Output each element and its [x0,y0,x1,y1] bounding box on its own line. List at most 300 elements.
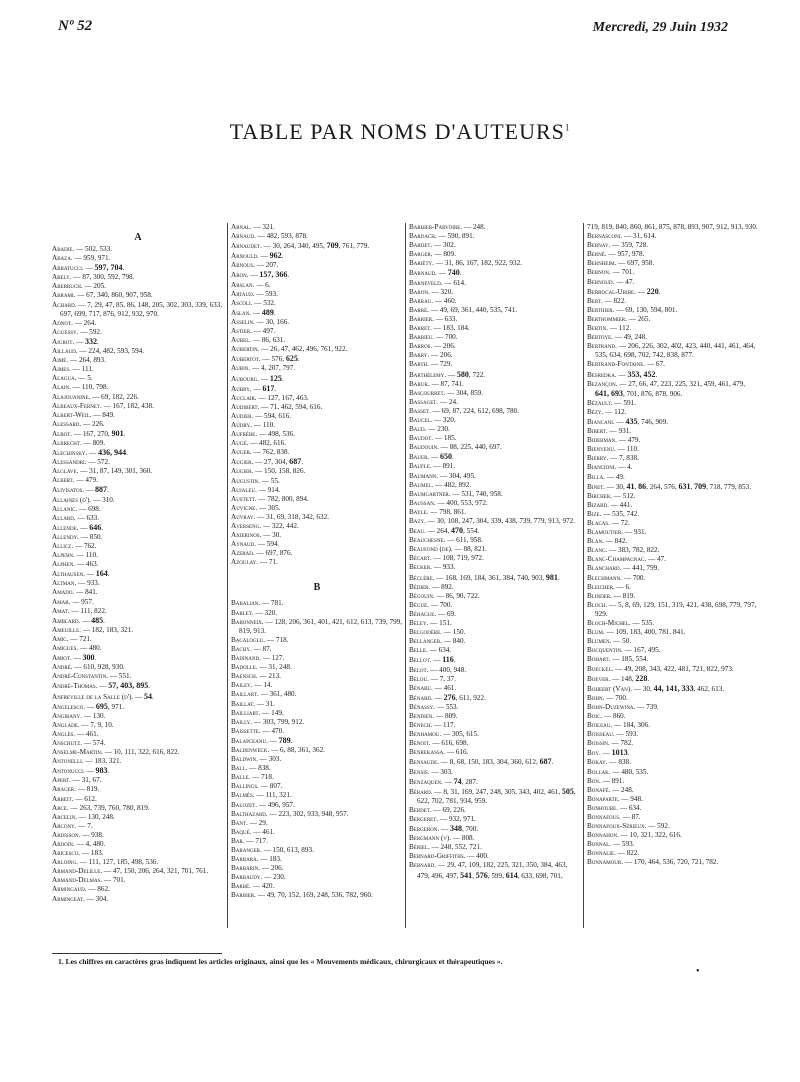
index-entry: Bloch. — 5, 8, 69, 129, 151, 319, 421, 438, 698, 779, 797, 929. [587,600,757,618]
author-name: Baudouin. [409,443,439,452]
author-name: Barnaud. [409,269,437,278]
index-entry: Alessandri. — 572. [52,458,110,467]
author-name: Barrier. [409,314,434,323]
index-entry: Bernard-Griffiths. — 400. [409,852,489,861]
index-entry: Bertin. — 112. [587,324,632,333]
author-name: Arcelin. [52,812,78,821]
author-name: Bert. [587,296,603,305]
index-entry: Balthazard. — 223, 302, 933, 948, 957. [231,809,349,818]
index-entry: Aguessy. — 592. [52,327,102,336]
index-entry: Becker. — 933. [409,563,456,572]
index-entry: Albeaux-Fernet. — 167, 182, 438. [52,401,154,410]
original-article-pages: 332 [85,336,98,346]
index-entry: Anschutz. — 574. [52,738,106,747]
index-entry: Berdet. — 69, 226. [409,805,466,814]
index-entry: Bégouin. — 86, 90, 722. [409,591,480,600]
index-entry: Bellot. — 116. [409,655,456,665]
index-entry: Angibany. — 130. [52,711,106,720]
author-name: Becker. [409,563,432,572]
index-entry: Baruk. — 87, 741. [409,379,464,388]
index-entry: Azerad. — 697, 876. [231,549,293,558]
author-name: Berrocal-Uribe. [587,287,636,296]
author-name: Alagua. [52,374,77,383]
author-name: Belgodère. [409,628,442,637]
author-name: Abrami. [52,291,76,300]
author-name: Audry. [231,420,252,429]
author-name: Abaza. [52,254,73,263]
index-entry: Ameuille. — 182, 183, 321. [52,625,134,634]
author-name: Aberbuch. [52,282,83,291]
index-entry: Babonneix. — 128, 206, 361, 401, 421, 612, 613, 739, 799, 819, 913. [231,617,403,635]
author-name: Bénassy. [409,702,436,711]
author-name: Auger. [231,448,252,457]
author-name: Aigrot. [52,337,75,346]
author-name: Baillat. [231,699,256,708]
index-entry: Bonnal. — 593. [587,840,635,849]
index-entry: Ardisson. — 938. [52,830,104,839]
issue-number: Nº 52 [58,18,93,34]
author-name: Barros. [409,342,433,351]
index-entry: Besredka. — 353, 452. [587,369,658,379]
index-entry: Bar. — 717. [231,836,268,845]
author-name: Albert. [52,476,75,485]
author-name: Auvray. [231,512,256,521]
index-entry: Barret. — 183, 184. [409,324,470,333]
index-entry: Badolle. — 31, 248. [231,663,292,672]
index-entry: Benzaquen. — 74, 287. [409,776,478,786]
index-entry: Baud. — 230. [409,425,450,434]
index-entry: Bonnamour. — 170, 464, 536, 720, 721, 782. [587,858,719,867]
author-name: Allicz. [52,542,74,550]
author-name: Bertoye. [587,333,613,342]
index-entry: Aubertot. — 576, 625. [231,354,300,364]
index-entry: Bédier. — 892. [409,582,454,591]
index-entry: Bénard. — 276, 611, 922. [409,692,486,702]
index-entry: Blamoutier. — 931. [587,528,647,537]
author-name: Bonaparte. [587,794,620,803]
index-entry: Baumel. — 482, 892. [409,480,472,489]
author-name: Bénaru. [409,683,433,692]
author-name: Badinand. [231,654,261,663]
original-article-pages: 276 [443,692,456,702]
author-name: Austett. [231,494,257,503]
original-article-pages: 789 [278,735,291,745]
index-entry: Auvray. — 31, 69, 318, 342, 632. [231,512,329,521]
author-name: Bellot. [409,656,432,665]
index-entry: Ardoin. — 4, 480. [52,840,106,848]
index-entry: Balozet. — 496, 957. [231,800,295,809]
index-entry: Bize. — 535, 742. [587,509,640,518]
author-name: Barbaudy. [231,873,263,882]
index-entry: Bernard. — 29, 47, 109, 182, 225, 321, 350, 384, 463, 479, 496, 497, 541, 576, 599, 614, 633, 698, 701, [409,861,568,880]
author-name: Aubel. [231,336,252,345]
index-entry: Baumann. — 304, 495. [409,471,476,480]
page-title [0,119,800,145]
author-name: Augé. [231,439,249,448]
author-name: Bergeron. [409,825,440,834]
index-entry: Bardach. — 590, 891. [409,232,475,241]
index-entry: Bensaude. — 8, 68, 150, 183, 304, 360, 612, 687. [409,757,554,767]
author-name: Boever. [587,674,611,683]
index-entry: Baillart. — 361, 480. [231,690,297,699]
author-name: Bertrand. [587,342,617,351]
author-name: Barrau. [409,296,434,305]
author-name: Boic. [587,711,603,720]
author-name: Alphen. [52,560,76,569]
original-article-pages: 687 [289,457,302,467]
index-entry: Bardet. — 302. [409,241,456,250]
author-name: Barrieu. [409,333,435,342]
index-entry: Bergmann (v). — 808. [409,834,475,843]
index-entry: Baudot. — 185. [409,434,457,443]
index-entry: Amiot. — 300. [52,653,97,663]
index-entry: Allicz. — 762. [52,542,97,550]
author-name: Arnaudet. [231,242,262,251]
author-name: Bégué. [409,600,429,609]
index-entry: Barneveld. — 614. [409,278,466,287]
index-entry: Bohn. — 700. [587,693,628,702]
index-entry: Belle. — 634. [409,646,452,655]
index-entry: Barré. — 49, 69, 361, 440, 535, 741. [409,305,517,314]
index-entry: Augé. — 482, 616. [231,439,286,448]
index-entry: Bazy. — 30, 108, 247, 304, 339, 438, 739, 779, 913, 972. [409,517,576,525]
author-name: Bokay. [587,758,608,767]
index-entry: Amigues. — 480. [52,644,102,653]
author-name: Belot. [409,665,429,674]
author-name: Blumen. [587,637,612,646]
index-entry: Bonnahon. — 10, 321, 322, 616. [587,831,682,840]
author-name: Barger. [409,250,433,259]
index-entry: Bant. — 29. [231,818,268,827]
index-entry: Bohart. — 185, 554. [587,655,649,664]
author-name: Baldenweck. [231,745,270,754]
index-entry: Bauer. — 650. [409,452,454,462]
author-name: Albeaux-Fernet. [52,401,102,410]
index-entry: Albert-Weil. — 849. [52,410,115,419]
author-name: Balmès. [231,791,255,800]
author-name: Bonhoure. [587,803,619,812]
author-name: Berthier. [587,305,615,314]
author-name: Arbeit. [52,794,74,803]
author-name: Aillaud. [52,347,78,356]
index-entry: Blanc-Champagnac. — 47. [587,555,666,564]
index-entry: Abaza. — 959, 971. [52,254,111,263]
index-entry: Boheert (Van). — 30, 44, 141, 333, 462, 613. [587,683,725,693]
author-name: Albert-Weil. [52,410,92,419]
author-name: Allaines (d'). [52,495,92,504]
author-name: Barbara. [231,855,259,864]
original-article-pages: 740 [447,268,460,278]
index-entry: Blan. — 842. [587,537,628,546]
index-entry: Augier. — 27, 304, 687. [231,457,303,467]
author-name: Boeckel. [587,664,614,673]
author-name: Boy. [587,749,601,758]
author-name: Baqué. [231,827,252,836]
author-name: Allanic. [52,504,78,513]
author-name: Bar. [231,836,245,845]
index-entry: Aubry. — 617. [231,383,277,393]
author-name: Augustin. [231,476,260,485]
index-entry: Augier. — 150, 158, 826. [231,467,306,476]
issue-date: Mercredi, 29 Juin 1932 [592,20,728,35]
author-name: Alessard. [52,419,82,428]
index-entry: Asselin. — 30, 166. [231,317,290,326]
index-entry: Belou. — 7, 37. [409,674,456,683]
author-name: Amado. [52,588,75,597]
author-name: Blinder. [587,591,612,600]
index-entry: Bendien. — 809. [409,711,458,720]
index-entry: Ascoli. — 532. [231,298,276,307]
index-entry: Berrocal-Uribe. — 220. [587,286,661,296]
author-name: Armand-Delille. [52,867,103,876]
author-name: Balozet. [231,800,258,809]
original-article-pages: 74 [453,776,462,786]
title-footnote-mark: 1 [564,122,571,133]
index-entry: Bienvenu. — 110. [587,445,639,454]
author-name: Aubertot. [231,355,261,364]
index-entry: Armand-Delille. — 47, 150, 206, 264, 321, 701, 761. [52,867,209,876]
original-article-pages: 220 [646,286,659,296]
index-entry: Belot. — 400, 948. [409,665,467,674]
index-entry: Barbier. — 49, 70, 152, 169, 248, 536, 782, 960. [231,891,373,900]
index-entry: Armand-Delmas. — 701. [52,876,126,885]
author-name: Auvigne. [231,503,258,512]
author-name: Aujaleu. [231,485,257,494]
index-entry: Bonafé. — 248. [587,785,634,794]
author-name: Aimé. [52,356,69,365]
index-entry: Allard. — 633. [52,513,100,522]
index-entry: Baldenweck. — 6, 88, 361, 362. [231,745,325,754]
author-name: Blanc. [587,546,608,555]
index-entry: Alajouanine. — 69, 182, 226. [52,392,139,401]
author-name: Ardoin. [52,840,75,848]
index-entry: Alphen. — 463. [52,560,99,569]
index-entry: Aimé. — 264, 893. [52,356,106,365]
index-entry: Bonnalie. — 822. [587,849,640,858]
index-entry: Bénech. — 117. [409,721,456,730]
author-name: Baumel. [409,480,434,489]
index-entry: Biderman. — 479. [587,436,641,445]
author-name: Armingeat. [52,894,85,903]
index-entry: Baissette. — 470. [231,726,285,735]
author-name: Bant. [231,818,248,827]
author-name: Baensch. [231,672,258,681]
index-entry: Abadie. — 502, 533. [52,245,112,253]
index-entry: Alain. — 110, 798. [52,383,109,392]
author-name: Balle. [231,773,251,782]
index-entry: Boy. — 1013. [587,748,630,758]
index-entry: Arnous. — 207. [231,261,279,270]
index-entry: Amat. — 111, 822. [52,606,107,615]
index-entry: Abbatucci. — 597, 704. [52,263,125,273]
index-entry: Blanc. — 383, 782, 822. [587,546,660,555]
author-name: Babonneix. [231,617,264,626]
original-article-pages: 485 [91,615,104,625]
index-entry: André. — 610, 928, 930. [52,663,125,672]
column-divider [405,223,406,928]
author-name: Anfreville de la Salle (d'). [52,692,134,701]
index-entry: Barbé. — 420. [231,882,275,891]
author-name: André-Constantin. [52,672,108,681]
author-name: Auclair. [231,393,257,402]
author-name: Antonelli. [52,757,84,766]
index-entry: Arcelin. — 130, 248. [52,812,115,821]
original-article-pages: 625 [285,354,298,364]
author-name: Blacas. [587,519,610,527]
page-title-text: TABLE PAR NOMS D'AUTEURS [229,119,565,144]
index-entry: Arcony. — 7. [52,821,93,830]
author-name: Anselme-Martin. [52,748,103,757]
index-entry: Boic. — 860. [587,711,626,720]
author-name: Benoit. [409,739,431,748]
author-name: Berné. [587,250,607,259]
author-name: Belle. [409,646,428,655]
author-name: Bonnalie. [587,849,616,858]
index-entry: Bonaparte. — 948. [587,794,643,803]
author-name: Bollak. [587,767,611,776]
author-name: Altman. [52,579,77,588]
index-entry: Arslan. — 6. [231,280,271,289]
index-entry: Beauchesne. — 611, 958. [409,536,483,545]
author-name: Blechmann. [587,573,622,582]
author-name: Beley. [409,619,429,628]
index-entry: Blum. — 109, 183, 400, 781, 841. [587,628,686,637]
original-article-pages: 887 [94,485,107,495]
author-name: Baud. [409,425,427,434]
author-name: Bize. [587,509,602,518]
author-name: Baillart. [231,690,259,699]
original-article-pages: 348 [449,824,462,834]
author-name: Bablet. [231,608,254,617]
index-entry: Bachy. — 87. [231,644,272,653]
index-entry: Aigrot. — 332. [52,336,99,346]
index-entry: Beaufond (de). — 88, 821. [409,545,487,554]
author-name: Axierinos. [231,531,262,540]
author-name: Bardet. [409,241,433,250]
author-name: Anglès. [52,729,76,738]
index-entry: Bailliart. — 149. [231,708,284,717]
index-entry: Bablet. — 320. [231,608,278,617]
index-entry: Audry. — 110. [231,420,275,429]
author-name: Barbier. [231,891,256,900]
index-column-3 [409,223,581,1003]
author-name: Bizard. [587,500,609,509]
original-article-pages: 436, 944 [98,448,127,458]
index-entry: Astier. — 497. [231,327,276,336]
author-name: Bassaget. [409,397,439,406]
index-entry: Baillat. — 31. [231,699,275,708]
original-article-pages: 617 [262,383,275,393]
index-entry: Augustin. — 55. [231,476,280,485]
index-entry: Altman. — 933. [52,579,100,588]
author-name: Bohn-Duzewina. [587,702,636,711]
index-entry: Balapceanu. — 789. [231,735,293,745]
original-article-pages: 164 [95,569,108,579]
index-entry: Bertoye. — 49, 248. [587,333,648,342]
index-entry: Aricesco. — 183. [52,849,104,858]
index-entry: Arager. — 819. [52,785,100,794]
author-name: Bernard-Griffiths. [409,852,466,861]
author-name: Abbatucci. [52,264,84,273]
author-name: Boheert (Van). [587,684,633,693]
author-name: Apert. [52,776,71,785]
index-entry: Bacaloglu. — 718. [231,635,289,644]
author-name: Bergeret. [409,815,439,823]
index-entry: Balle. — 718. [231,773,274,782]
index-entry: Bertrand. — 206, 226, 302, 402, 423, 440, 441, 461, 464, 535, 634, 698, 702, 742, 838, 877. [587,342,756,360]
author-name: Bonnafoux-Sérieux. [587,822,647,831]
index-entry: Bénaru. — 461. [409,683,457,692]
index-entry: Boisseau. — 593. [587,730,639,739]
index-entry: Bon. — 891. [587,776,625,785]
index-entry: Bézault. — 591. [587,398,636,407]
author-name: Alivisatos. [52,486,85,495]
author-name: Bohn. [587,693,605,702]
index-entry: Auvigne. — 305. [231,503,281,512]
author-name: Baissette. [231,726,261,735]
index-entry: Beley. — 151. [409,619,452,628]
author-name: Abely. [52,273,72,282]
index-entry: Anglade. — 7, 9, 10. [52,720,114,729]
author-name: Beaufond (de). [409,545,453,554]
author-name: Biancani. [587,417,615,426]
original-article-pages: 505 [561,786,574,796]
index-entry: Aubertin. — 26, 47, 462, 496, 761, 922. [231,345,348,354]
author-name: Bérard. [409,787,433,796]
author-name: Amar. [52,597,71,606]
author-name: Alajouanine. [52,392,91,401]
author-name: Arager. [52,785,76,794]
index-entry: Barbarin. — 206. [231,864,284,873]
author-name: Bertrand-Fontaine. [587,360,646,369]
author-name: Barbier-Parvoire. [409,223,463,231]
author-name: Barth. [409,360,429,369]
index-entry: Arbeit. — 612. [52,794,97,803]
section-letter: A [134,232,142,243]
index-entry: Bariéty. — 31, 86, 167, 182, 922, 932. [409,259,522,268]
author-name: Abadie. [52,245,75,253]
index-entry: Bellanger. — 840. [409,637,466,646]
index-entry: Basset. — 69, 87, 224, 612, 698, 780. [409,406,519,415]
index-entry: Berné. — 957, 978. [587,250,645,259]
index-entry: Bonhoure. — 634. [587,803,642,812]
author-name: Blanchard. [587,564,622,573]
author-name: Biancioni. [587,463,617,472]
index-entry: Bernheim. — 697, 958. [587,259,655,268]
author-name: Bachy. [231,644,252,653]
index-entry: Angelesco. — 695, 971. [52,701,125,711]
index-entry: Baumgartner. — 531, 740, 958. [409,489,503,498]
author-name: Barbé. [231,882,251,891]
original-article-pages: 614 [505,870,518,880]
original-article-pages: 962 [269,251,282,261]
index-entry: Averseng. — 322, 442. [231,522,299,530]
index-entry: Bergeron. — 348, 700. [409,824,479,834]
author-name: Baufle. [409,462,432,471]
author-name: Bonafé. [587,785,611,794]
author-name: Artaud. [231,289,255,298]
index-entry: Bégué. — 700. [409,600,453,609]
index-entry: Bert. — 822. [587,296,627,305]
author-name: Ardisson. [52,830,81,839]
author-name: Barneveld. [409,278,443,287]
author-name: Boileau. [587,721,613,730]
index-entry: Bensis. — 303. [409,767,453,776]
index-entry: Bleicher. — 6. [587,582,631,591]
index-entry: Bizard. — 441. [587,500,633,509]
author-name: Biderman. [587,436,617,445]
index-entry: Barbara. — 183. [231,855,282,864]
